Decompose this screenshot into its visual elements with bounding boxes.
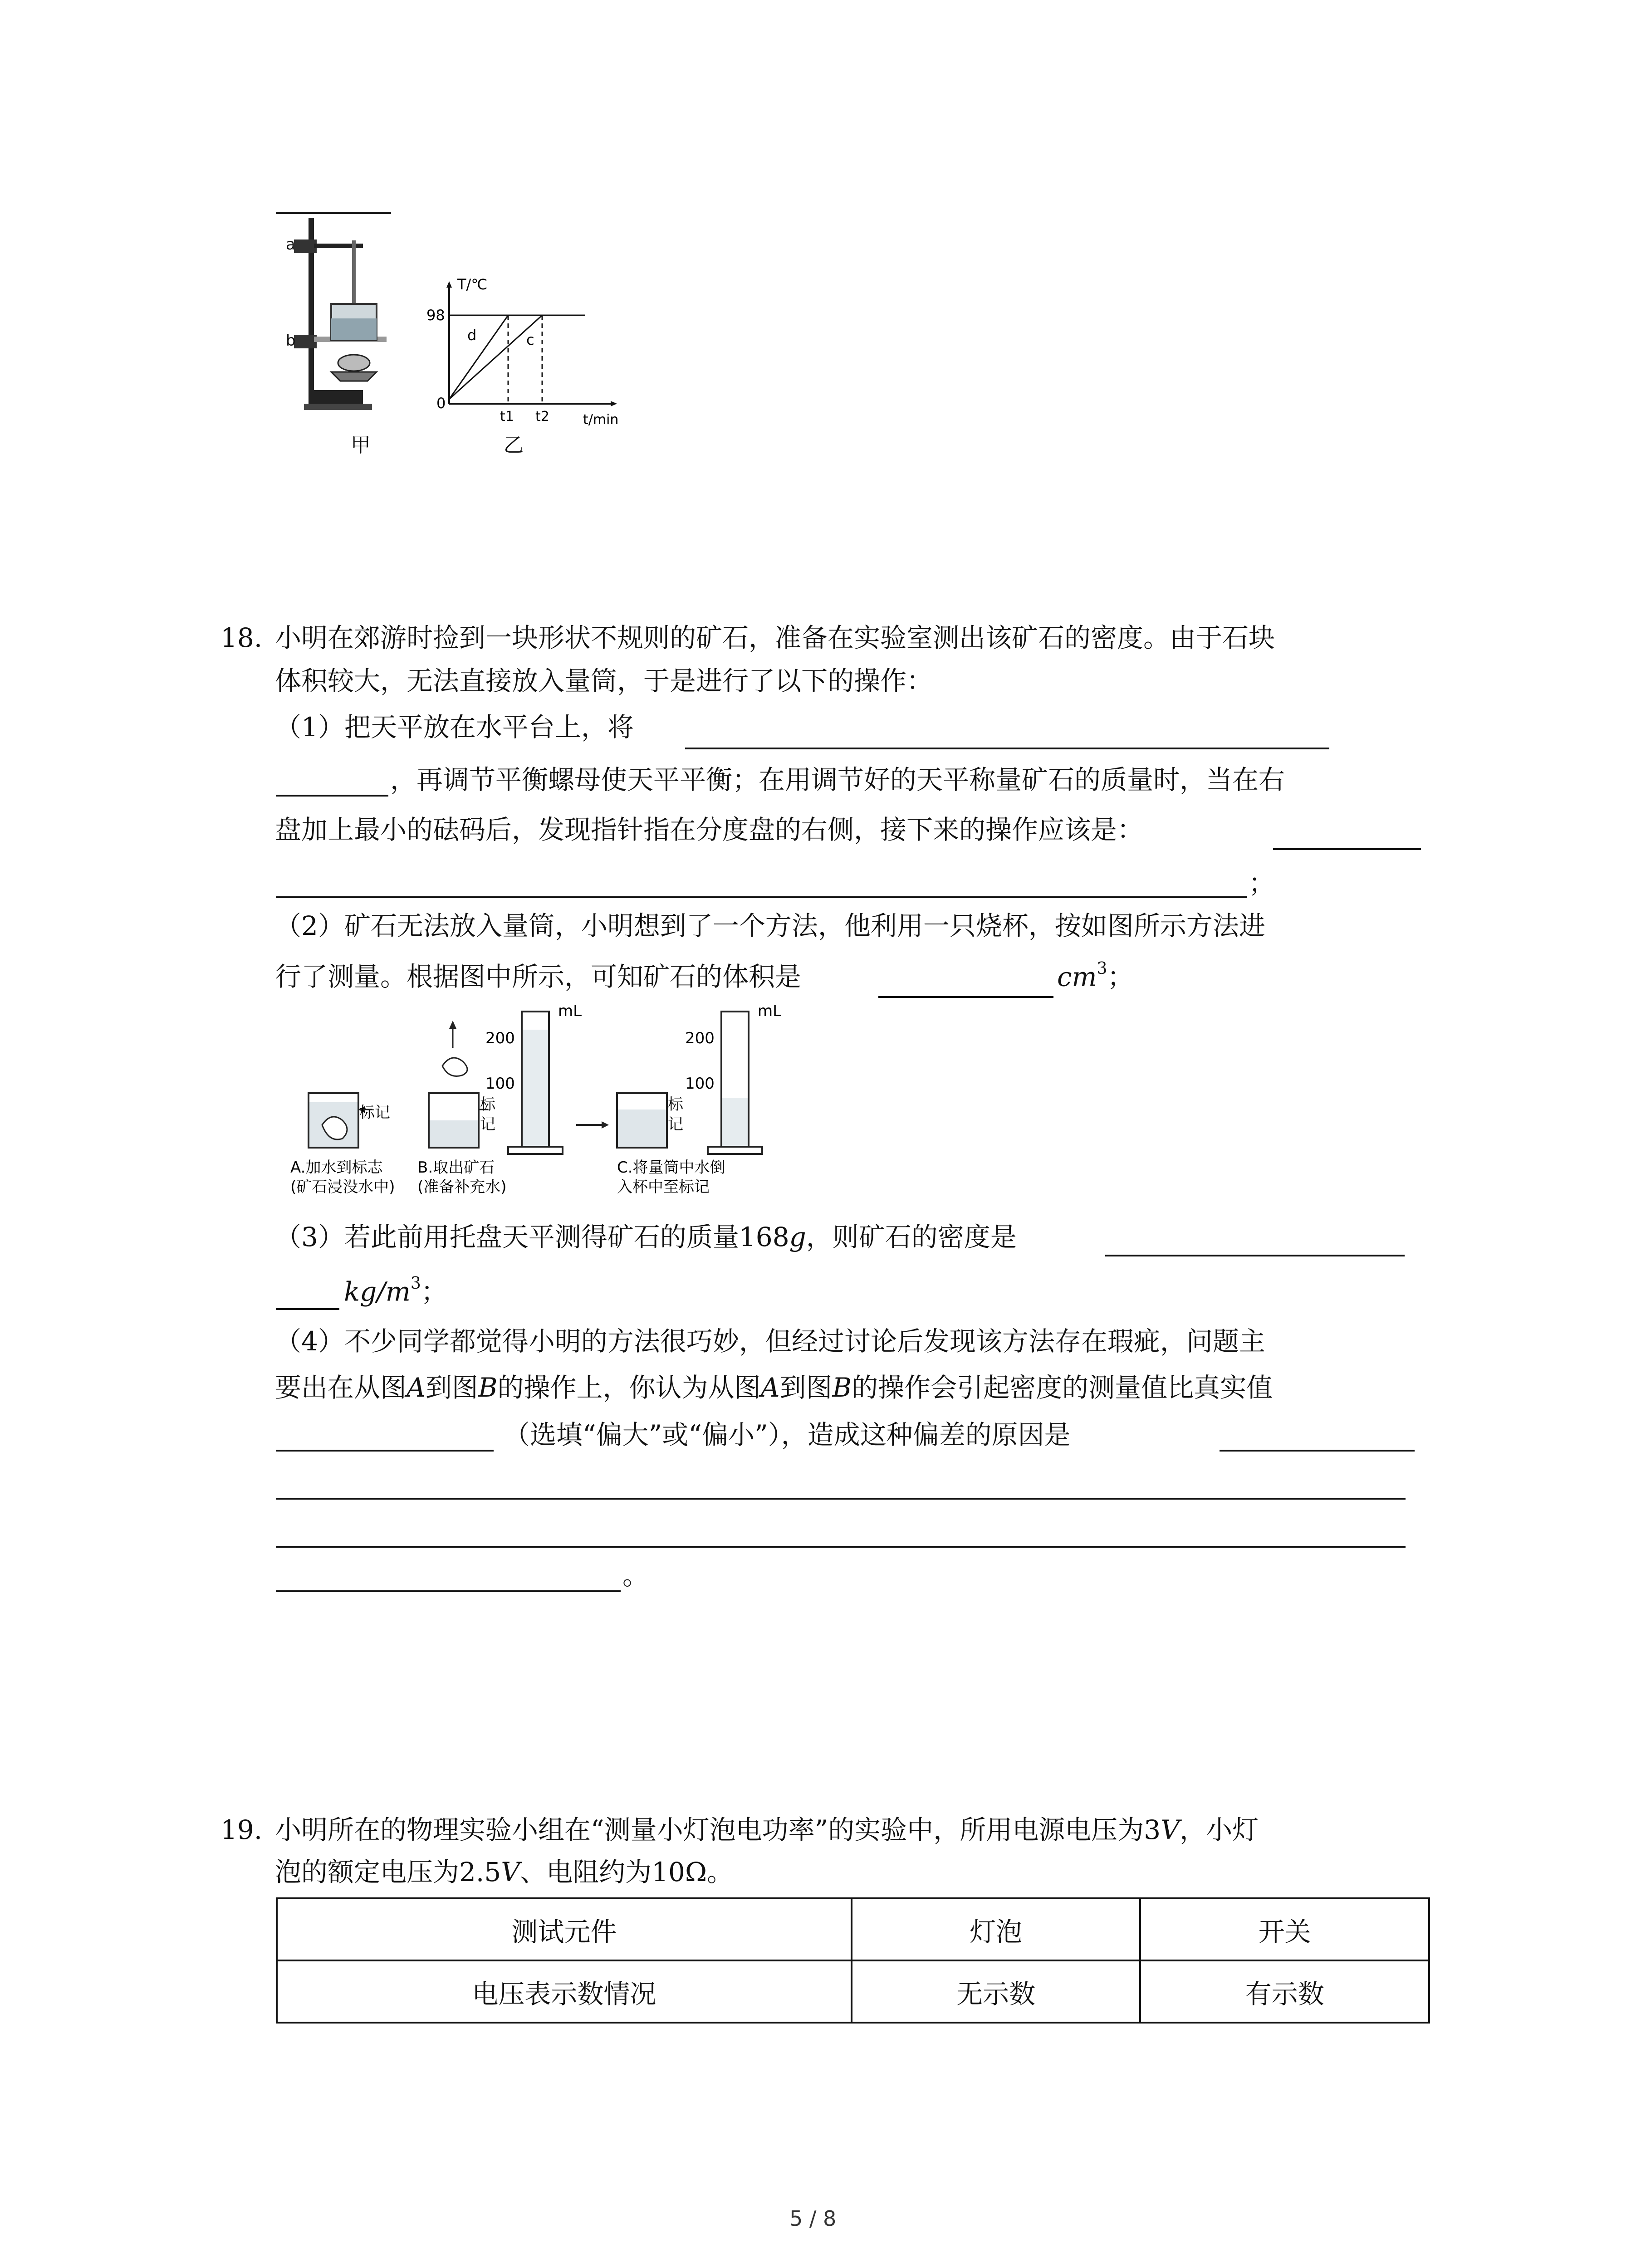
q18-p2-unit — [1057, 959, 1134, 992]
mark-c-1: 标 — [668, 1095, 683, 1114]
v100-1: 100 — [485, 1075, 515, 1093]
q18-stem-line2: 体积较大，无法直接放入量筒，于是进行了以下的操作： — [275, 665, 933, 696]
q18-p2-end: ； — [1107, 961, 1134, 992]
q18-p3-end: ； — [421, 1276, 447, 1307]
q19-line1 — [275, 1814, 1259, 1845]
q18-p1-end: ； — [1249, 868, 1275, 899]
caption-b2: (准备补充水) — [417, 1178, 507, 1196]
q18-p2-line2: 行了测量。根据图中所示，可知矿石的体积是 — [275, 961, 802, 992]
q18-p4-B2: B — [832, 1372, 852, 1403]
v100-2: 100 — [685, 1075, 715, 1093]
t2-label: t2 — [535, 409, 549, 425]
figure-apparatus — [272, 213, 390, 431]
q18-p4-line2 — [275, 1374, 1273, 1401]
q18-p4-line3: （选填“偏大”或“偏小”），造成这种偏差的原因是 — [504, 1419, 1071, 1450]
q18-p1-line1: （1）把天平放在水平台上，将 — [275, 712, 634, 743]
q18-blank-2-cont[interactable] — [276, 896, 1247, 898]
q18-p4-t4: 到图 — [779, 1372, 833, 1403]
q19-line2-a: 泡的额定电压为2.5 — [275, 1857, 501, 1887]
x-axis-label: t/min — [583, 412, 619, 428]
q18-p3-line1 — [275, 1224, 1017, 1250]
caption-a1: A.加水到标志 — [290, 1158, 383, 1177]
mark-a: 标记 — [359, 1104, 390, 1122]
v200-1: 200 — [485, 1029, 515, 1047]
table-row — [277, 1960, 1429, 2023]
mark-c-2: 记 — [668, 1115, 683, 1134]
q18-blank-2[interactable] — [1273, 848, 1421, 850]
q19-number: 19. — [220, 1814, 263, 1845]
y-axis-label: T/℃ — [457, 276, 488, 293]
q18-blank-3[interactable] — [878, 996, 1053, 998]
unit-kgm-exp: 3 — [410, 1274, 421, 1293]
q19-line1-b: ，小灯 — [1180, 1814, 1259, 1845]
q18-blank-6-cont1[interactable] — [276, 1498, 1406, 1500]
q18-p3-g: g — [789, 1222, 806, 1252]
q18-p4-t5: 的操作会引起密度的测量值比真实值 — [852, 1372, 1273, 1403]
table-cell: 开关 — [1140, 1898, 1429, 1960]
q18-blank-1[interactable] — [685, 748, 1329, 749]
table-cell: 无示数 — [852, 1960, 1141, 2023]
page-number: 5 / 8 — [789, 2206, 837, 2231]
q18-p4-t3: 的操作上，你认为从图 — [497, 1372, 761, 1403]
q18-blank-5[interactable] — [276, 1450, 494, 1452]
caption-c2: 入杯中至标记 — [617, 1178, 710, 1196]
q18-p1-line2: ，再调节平衡螺母使天平平衡；在用调节好的天平称量矿石的质量时，当在右 — [390, 764, 1285, 795]
q18-p3-unit — [344, 1274, 447, 1307]
q18-p3-text: （3）若此前用托盘天平测得矿石的质量168 — [275, 1222, 789, 1252]
unit-cm: cm — [1057, 961, 1097, 992]
q18-p1-line3: 盘加上最小的砝码后，发现指针指在分度盘的右侧，接下来的操作应该是： — [275, 814, 1144, 845]
q18-p4-t2: 到图 — [425, 1372, 478, 1403]
q18-blank-6-cont3[interactable] — [276, 1590, 621, 1592]
t1-label: t1 — [500, 409, 514, 425]
q18-blank-4-cont[interactable] — [276, 1308, 339, 1310]
q19-line2 — [275, 1859, 733, 1885]
q18-stem-line1: 小明在郊游时捡到一块形状不规则的矿石，准备在实验室测出该矿石的密度。由于石块 — [275, 622, 1275, 653]
v200-2: 200 — [685, 1029, 715, 1047]
q18-p4-line1: （4）不少同学都觉得小明的方法很巧妙，但经过讨论后发现该方法存在瑕疵，问题主 — [275, 1326, 1265, 1357]
q19-line2-b: 、电阻约为10Ω。 — [520, 1857, 734, 1887]
unit-kgm: kg/m — [344, 1276, 411, 1307]
unit-cm-exp: 3 — [1097, 959, 1107, 978]
table-cell: 测试元件 — [277, 1898, 852, 1960]
q19-line1-a: 小明所在的物理实验小组在“测量小灯泡电功率”的实验中，所用电源电压为3 — [275, 1814, 1161, 1845]
q18-p4-t1: 要出在从图 — [275, 1372, 407, 1403]
label-b: b — [286, 332, 296, 350]
caption-a2: (矿石浸没水中) — [290, 1178, 395, 1196]
ml-1: mL — [558, 1002, 582, 1020]
q19-line1-V: V — [1161, 1814, 1180, 1845]
tick-98: 98 — [426, 307, 445, 324]
q18-p4-B: B — [478, 1372, 498, 1403]
q18-p2-line1: （2）矿石无法放入量筒，小明想到了一个方法，他利用一只烧杯，按如图所示方法进 — [275, 910, 1265, 941]
label-a: a — [286, 235, 295, 254]
temperature-graph — [426, 276, 622, 431]
table-row — [277, 1898, 1429, 1960]
q18-blank-4[interactable] — [1105, 1255, 1405, 1256]
q18-p4-end: 。 — [622, 1560, 649, 1591]
q19-line2-V: V — [501, 1857, 520, 1887]
q18-blank-6-cont2[interactable] — [276, 1546, 1406, 1548]
q18-p3-text-b: ，则矿石的密度是 — [806, 1222, 1017, 1252]
origin-label: 0 — [436, 395, 446, 412]
q18-number: 18. — [220, 622, 263, 653]
q18-p4-A2: A — [760, 1372, 780, 1403]
ml-2: mL — [758, 1002, 782, 1020]
q18-p4-A: A — [407, 1372, 426, 1403]
mark-b-1: 标 — [480, 1095, 495, 1114]
mark-b-2: 记 — [480, 1115, 495, 1134]
line-d-label: d — [467, 327, 477, 344]
caption-yi: 乙 — [504, 434, 524, 457]
q18-blank-1-cont[interactable] — [276, 795, 388, 797]
q18-blank-6[interactable] — [1220, 1450, 1415, 1452]
figure-volume-method — [286, 1002, 794, 1216]
q19-table — [276, 1897, 1430, 2024]
table-cell: 有示数 — [1140, 1960, 1429, 2023]
caption-jia: 甲 — [351, 434, 371, 457]
table-cell: 电压表示数情况 — [277, 1960, 852, 2023]
table-cell: 灯泡 — [852, 1898, 1141, 1960]
caption-b1: B.取出矿石 — [417, 1158, 495, 1177]
line-c-label: c — [526, 331, 534, 348]
caption-c1: C.将量筒中水倒 — [617, 1158, 725, 1177]
